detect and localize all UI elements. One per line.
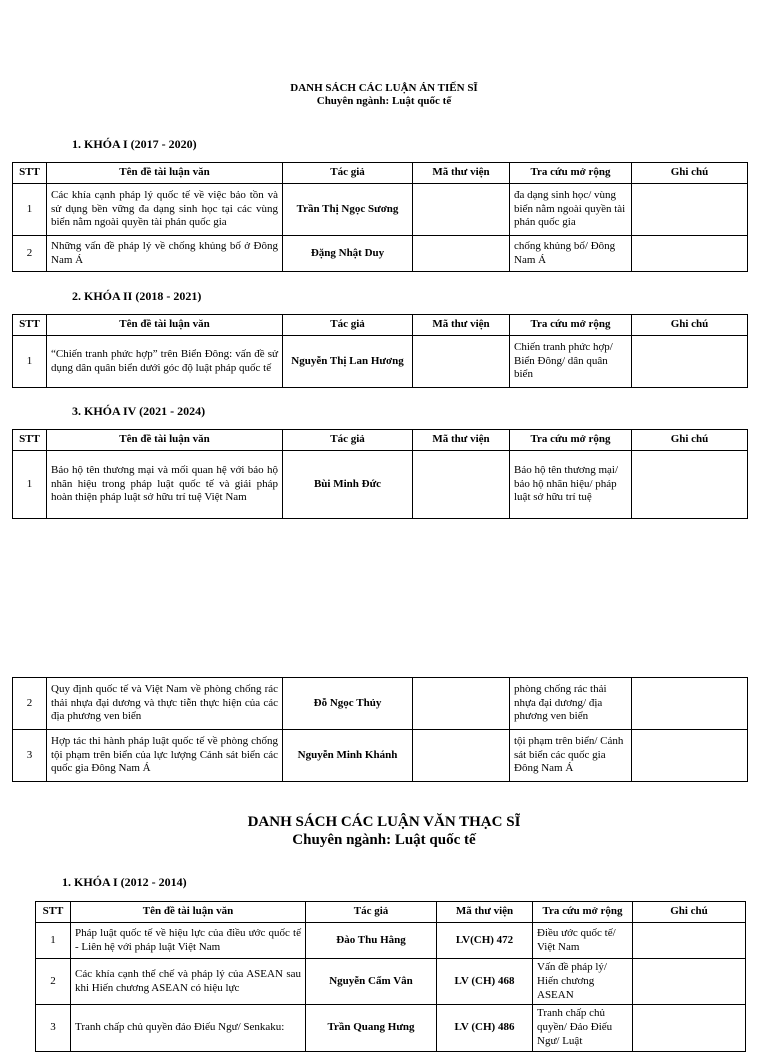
header-author: Tác giả — [306, 902, 437, 923]
header-extended-search: Tra cứu mở rộng — [510, 315, 632, 336]
table-header-row — [13, 315, 748, 336]
table-row — [13, 730, 748, 782]
doctoral-list-subtitle: Chuyên ngành: Luật quốc tế — [316, 95, 452, 107]
cell-stt: 1 — [13, 451, 47, 519]
section-label: 1. KHÓA I (2012 - 2014) — [62, 875, 187, 889]
cell-library-code — [413, 236, 510, 272]
header-note: Ghi chú — [633, 902, 746, 923]
table-row — [36, 959, 746, 1005]
cell-title: Quy định quốc tế và Việt Nam về phòng chống rác thải nhựa đại dương và thực tiễn thực hiện của các địa phương ven biển — [47, 678, 283, 730]
section-label: 2. KHÓA II (2018 - 2021) — [72, 289, 202, 303]
doctoral-table-khoa-1 — [12, 162, 748, 272]
cell-stt: 2 — [13, 678, 47, 730]
section-label: 3. KHÓA IV (2021 - 2024) — [72, 404, 206, 418]
header-extended-search: Tra cứu mở rộng — [510, 163, 632, 184]
header-library-code: Mã thư viện — [413, 315, 510, 336]
header-stt: STT — [36, 902, 71, 923]
cell-library-code — [413, 451, 510, 519]
section-label: 1. KHÓA I (2017 - 2020) — [72, 137, 197, 151]
cell-stt: 3 — [36, 1005, 71, 1051]
header-note: Ghi chú — [632, 315, 748, 336]
cell-extended-search: Bảo hộ tên thương mại/ bảo hộ nhãn hiệu/ pháp luật sở hữu trí tuệ — [510, 451, 632, 519]
cell-library-code — [413, 730, 510, 782]
cell-stt: 3 — [13, 730, 47, 782]
cell-title: Pháp luật quốc tế về hiệu lực của điều ước quốc tế - Liên hệ với pháp luật Việt Nam — [71, 923, 306, 959]
header-title: Tên đề tài luận văn — [47, 430, 283, 451]
header-stt: STT — [13, 315, 47, 336]
cell-title: Các khía cạnh thể chế và pháp lý của ASEAN sau khi Hiến chương ASEAN có hiệu lực — [71, 959, 306, 1005]
cell-stt: 1 — [13, 336, 47, 388]
header-note: Ghi chú — [632, 430, 748, 451]
table-header-row — [36, 902, 746, 923]
table-row — [13, 184, 748, 236]
header-stt: STT — [13, 163, 47, 184]
cell-extended-search: phòng chống rác thải nhựa đại dương/ địa phương ven biển — [510, 678, 632, 730]
doctoral-list-title: DANH SÁCH CÁC LUẬN ÁN TIẾN SĨ — [290, 82, 478, 94]
header-library-code: Mã thư viện — [413, 163, 510, 184]
table-row — [36, 923, 746, 959]
cell-title: Hợp tác thi hành pháp luật quốc tế về phòng chống tội phạm trên biển của lực lượng Cảnh sát biển các quốc gia Đông Nam Á — [47, 730, 283, 782]
cell-extended-search: Điều ước quốc tế/ Việt Nam — [533, 923, 633, 959]
cell-author: Trần Quang Hưng — [306, 1005, 437, 1051]
cell-title: Tranh chấp chủ quyền đảo Điếu Ngư/ Senkaku: — [71, 1005, 306, 1051]
table-row — [13, 451, 748, 519]
header-library-code: Mã thư viện — [437, 902, 533, 923]
cell-extended-search: Chiến tranh phức hợp/ Biển Đông/ dân quân biển — [510, 336, 632, 388]
cell-title: Các khía cạnh pháp lý quốc tế về việc bảo tồn và sử dụng bền vững đa dạng sinh học tại các vùng biển nằm ngoài quyền tài phán quốc gia — [47, 184, 283, 236]
cell-author: Nguyễn Thị Lan Hương — [283, 336, 413, 388]
table-header-row — [13, 430, 748, 451]
cell-note — [633, 923, 746, 959]
header-title: Tên đề tài luận văn — [47, 163, 283, 184]
cell-library-code — [413, 678, 510, 730]
cell-note — [632, 236, 748, 272]
cell-note — [632, 678, 748, 730]
cell-library-code: LV(CH) 472 — [437, 923, 533, 959]
cell-stt: 1 — [36, 923, 71, 959]
table-row — [36, 1005, 746, 1051]
cell-extended-search: tội phạm trên biển/ Cảnh sát biển các quốc gia Đông Nam Á — [510, 730, 632, 782]
cell-author: Trần Thị Ngọc Sương — [283, 184, 413, 236]
header-library-code: Mã thư viện — [413, 430, 510, 451]
header-author: Tác giả — [283, 315, 413, 336]
masters-list-title: DANH SÁCH CÁC LUẬN VĂN THẠC SĨ — [247, 814, 521, 830]
cell-note — [633, 959, 746, 1005]
cell-library-code — [413, 184, 510, 236]
cell-author: Nguyễn Minh Khánh — [283, 730, 413, 782]
cell-extended-search: Tranh chấp chủ quyền/ Đảo Điếu Ngư/ Luật — [533, 1005, 633, 1051]
doctoral-table-khoa-2 — [12, 314, 748, 388]
header-title: Tên đề tài luận văn — [47, 315, 283, 336]
cell-stt: 1 — [13, 184, 47, 236]
cell-note — [632, 451, 748, 519]
cell-extended-search: đa dạng sinh học/ vùng biển nằm ngoài quyền tài phán quốc gia — [510, 184, 632, 236]
header-author: Tác giả — [283, 430, 413, 451]
doctoral-table-khoa-4 — [12, 429, 748, 519]
cell-title: “Chiến tranh phức hợp” trên Biển Đông: vấn đề sử dụng dân quân biển dưới góc độ luật pháp quốc tế — [47, 336, 283, 388]
table-row — [13, 678, 748, 730]
cell-author: Nguyễn Cẩm Vân — [306, 959, 437, 1005]
header-stt: STT — [13, 430, 47, 451]
cell-stt: 2 — [13, 236, 47, 272]
cell-author: Đào Thu Hằng — [306, 923, 437, 959]
cell-stt: 2 — [36, 959, 71, 1005]
cell-author: Đỗ Ngọc Thủy — [283, 678, 413, 730]
header-extended-search: Tra cứu mở rộng — [510, 430, 632, 451]
header-author: Tác giả — [283, 163, 413, 184]
cell-library-code — [413, 336, 510, 388]
masters-table-khoa-1 — [35, 901, 746, 1052]
masters-list-subtitle: Chuyên ngành: Luật quốc tế — [292, 832, 476, 848]
cell-author: Đặng Nhật Duy — [283, 236, 413, 272]
cell-author: Bùi Minh Đức — [283, 451, 413, 519]
cell-extended-search: chống khủng bố/ Đông Nam Á — [510, 236, 632, 272]
cell-title: Bảo hộ tên thương mại và mối quan hệ với bảo hộ nhãn hiệu trong pháp luật quốc tế và giải pháp hoàn thiện pháp luật sở hữu trí tuệ Việt Nam — [47, 451, 283, 519]
cell-library-code: LV (CH) 486 — [437, 1005, 533, 1051]
cell-note — [632, 730, 748, 782]
header-extended-search: Tra cứu mở rộng — [533, 902, 633, 923]
cell-library-code: LV (CH) 468 — [437, 959, 533, 1005]
header-title: Tên đề tài luận văn — [71, 902, 306, 923]
cell-note — [633, 1005, 746, 1051]
header-note: Ghi chú — [632, 163, 748, 184]
table-row — [13, 236, 748, 272]
cell-extended-search: Vấn đề pháp lý/ Hiến chương ASEAN — [533, 959, 633, 1005]
cell-note — [632, 336, 748, 388]
doctoral-table-khoa-4-continued — [12, 677, 748, 782]
table-header-row — [13, 163, 748, 184]
table-row — [13, 336, 748, 388]
cell-title: Những vấn đề pháp lý về chống khủng bố ở Đông Nam Á — [47, 236, 283, 272]
cell-note — [632, 184, 748, 236]
